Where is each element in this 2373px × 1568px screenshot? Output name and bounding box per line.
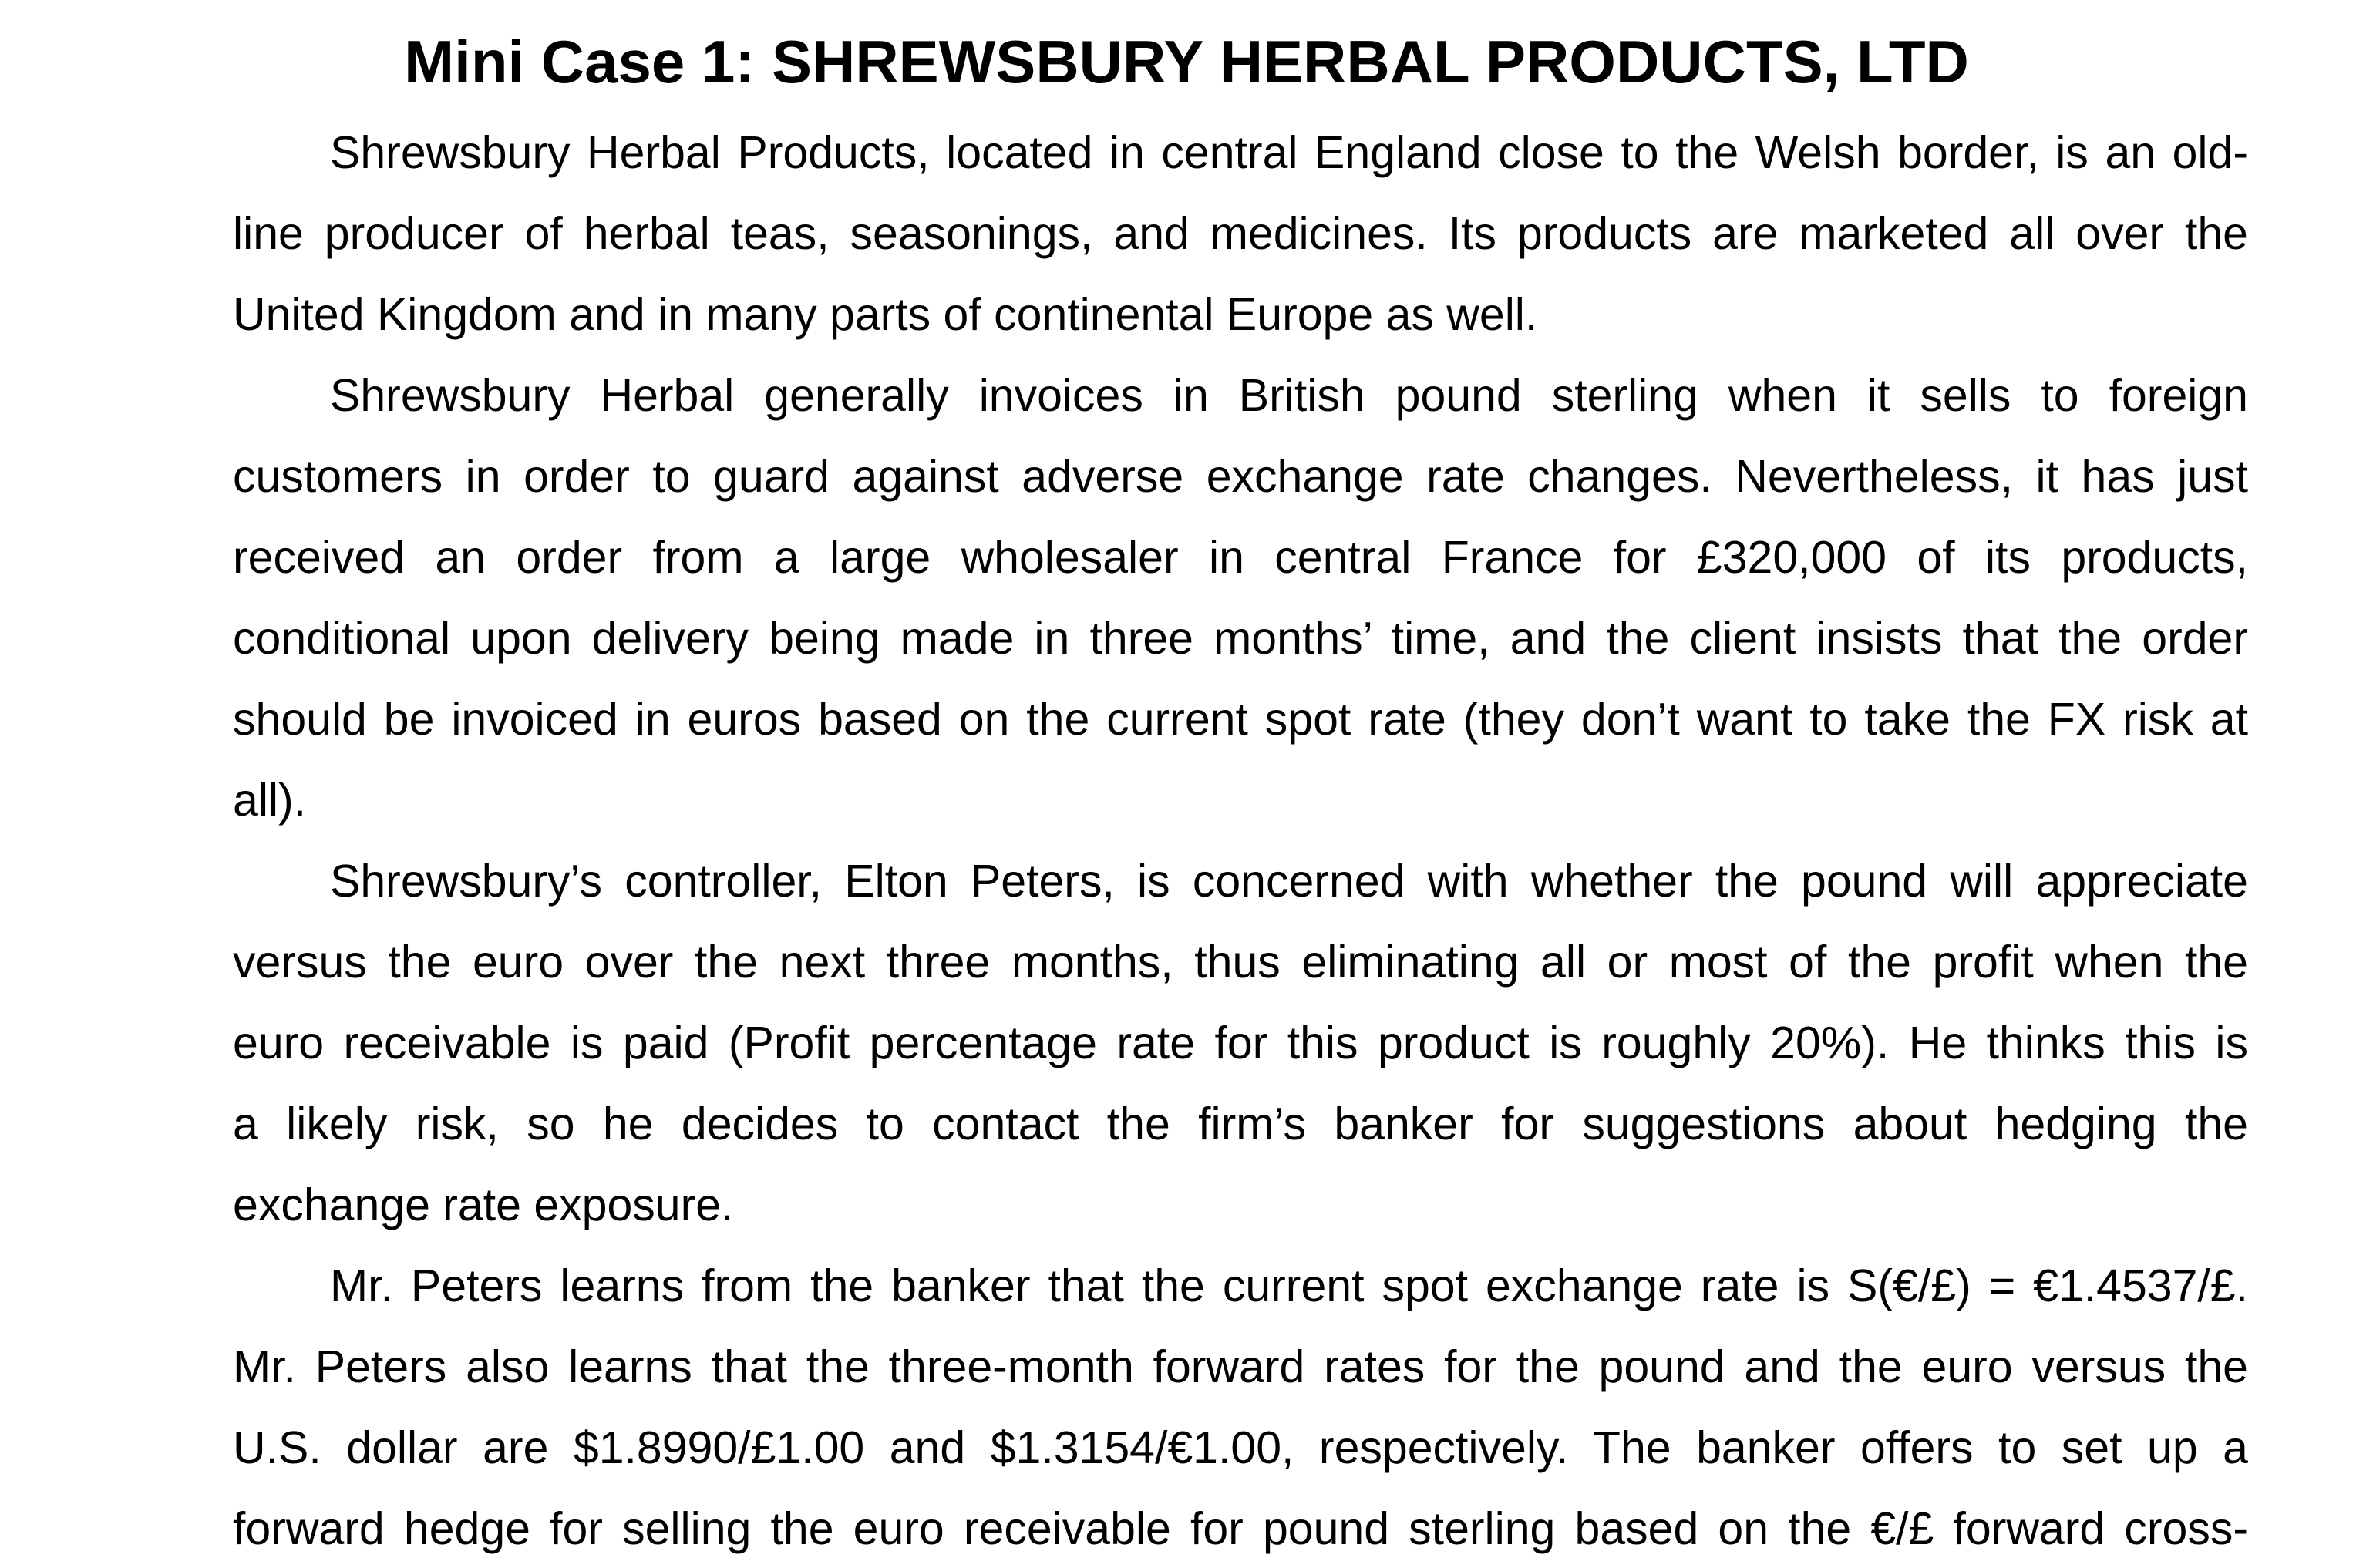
paragraph-2-line-3: received an order from a large wholesaler in central France for £320,000 of its products, xyxy=(233,532,2248,583)
paragraph-2-line-6: all). xyxy=(233,775,307,826)
paragraph-3-line-3: euro receivable is paid (Profit percentage rate for this product is roughly 20%). He thinks this is xyxy=(233,1018,2248,1068)
paragraph-1-line-1: Shrewsbury Herbal Products, located in central England close to the Welsh border, is an old- xyxy=(330,127,2248,178)
paragraph-3-line-1: Shrewsbury’s controller, Elton Peters, is concerned with whether the pound will appreciate xyxy=(330,856,2248,907)
paragraph-2-line-2: customers in order to guard against adverse exchange rate changes. Nevertheless, it has just xyxy=(233,451,2248,502)
paragraph-4-line-3: U.S. dollar are $1.8990/£1.00 and $1.3154/€1.00, respectively. The banker offers to set up a xyxy=(233,1422,2248,1473)
paragraph-3-line-4: a likely risk, so he decides to contact the firm’s banker for suggestions about hedging the xyxy=(233,1099,2248,1149)
paragraph-4-line-2: Mr. Peters also learns that the three-month forward rates for the pound and the euro versus the xyxy=(233,1341,2248,1392)
paragraph-1-line-3: United Kingdom and in many parts of continental Europe as well. xyxy=(233,289,1538,340)
paragraph-2-line-4: conditional upon delivery being made in three months’ time, and the client insists that the order xyxy=(233,613,2248,664)
paragraph-4-line-4: forward hedge for selling the euro receivable for pound sterling based on the €/£ forward cross- xyxy=(233,1503,2248,1554)
paragraph-2-line-5: should be invoiced in euros based on the current spot rate (they don’t want to take the FX risk at xyxy=(233,694,2248,745)
paragraph-1-line-2: line producer of herbal teas, seasonings, and medicines. Its products are marketed all over the xyxy=(233,208,2248,259)
paragraph-3-line-5: exchange rate exposure. xyxy=(233,1179,734,1230)
paragraph-4-line-1: Mr. Peters learns from the banker that the current spot exchange rate is S(€/£) = €1.4537/£. xyxy=(330,1260,2248,1311)
paragraph-3-line-2: versus the euro over the next three months, thus eliminating all or most of the profit when the xyxy=(233,937,2248,988)
paragraph-2-line-1: Shrewsbury Herbal generally invoices in British pound sterling when it sells to foreign xyxy=(330,370,2248,421)
document-title: Mini Case 1: SHREWSBURY HERBAL PRODUCTS, LTD xyxy=(404,28,1969,96)
